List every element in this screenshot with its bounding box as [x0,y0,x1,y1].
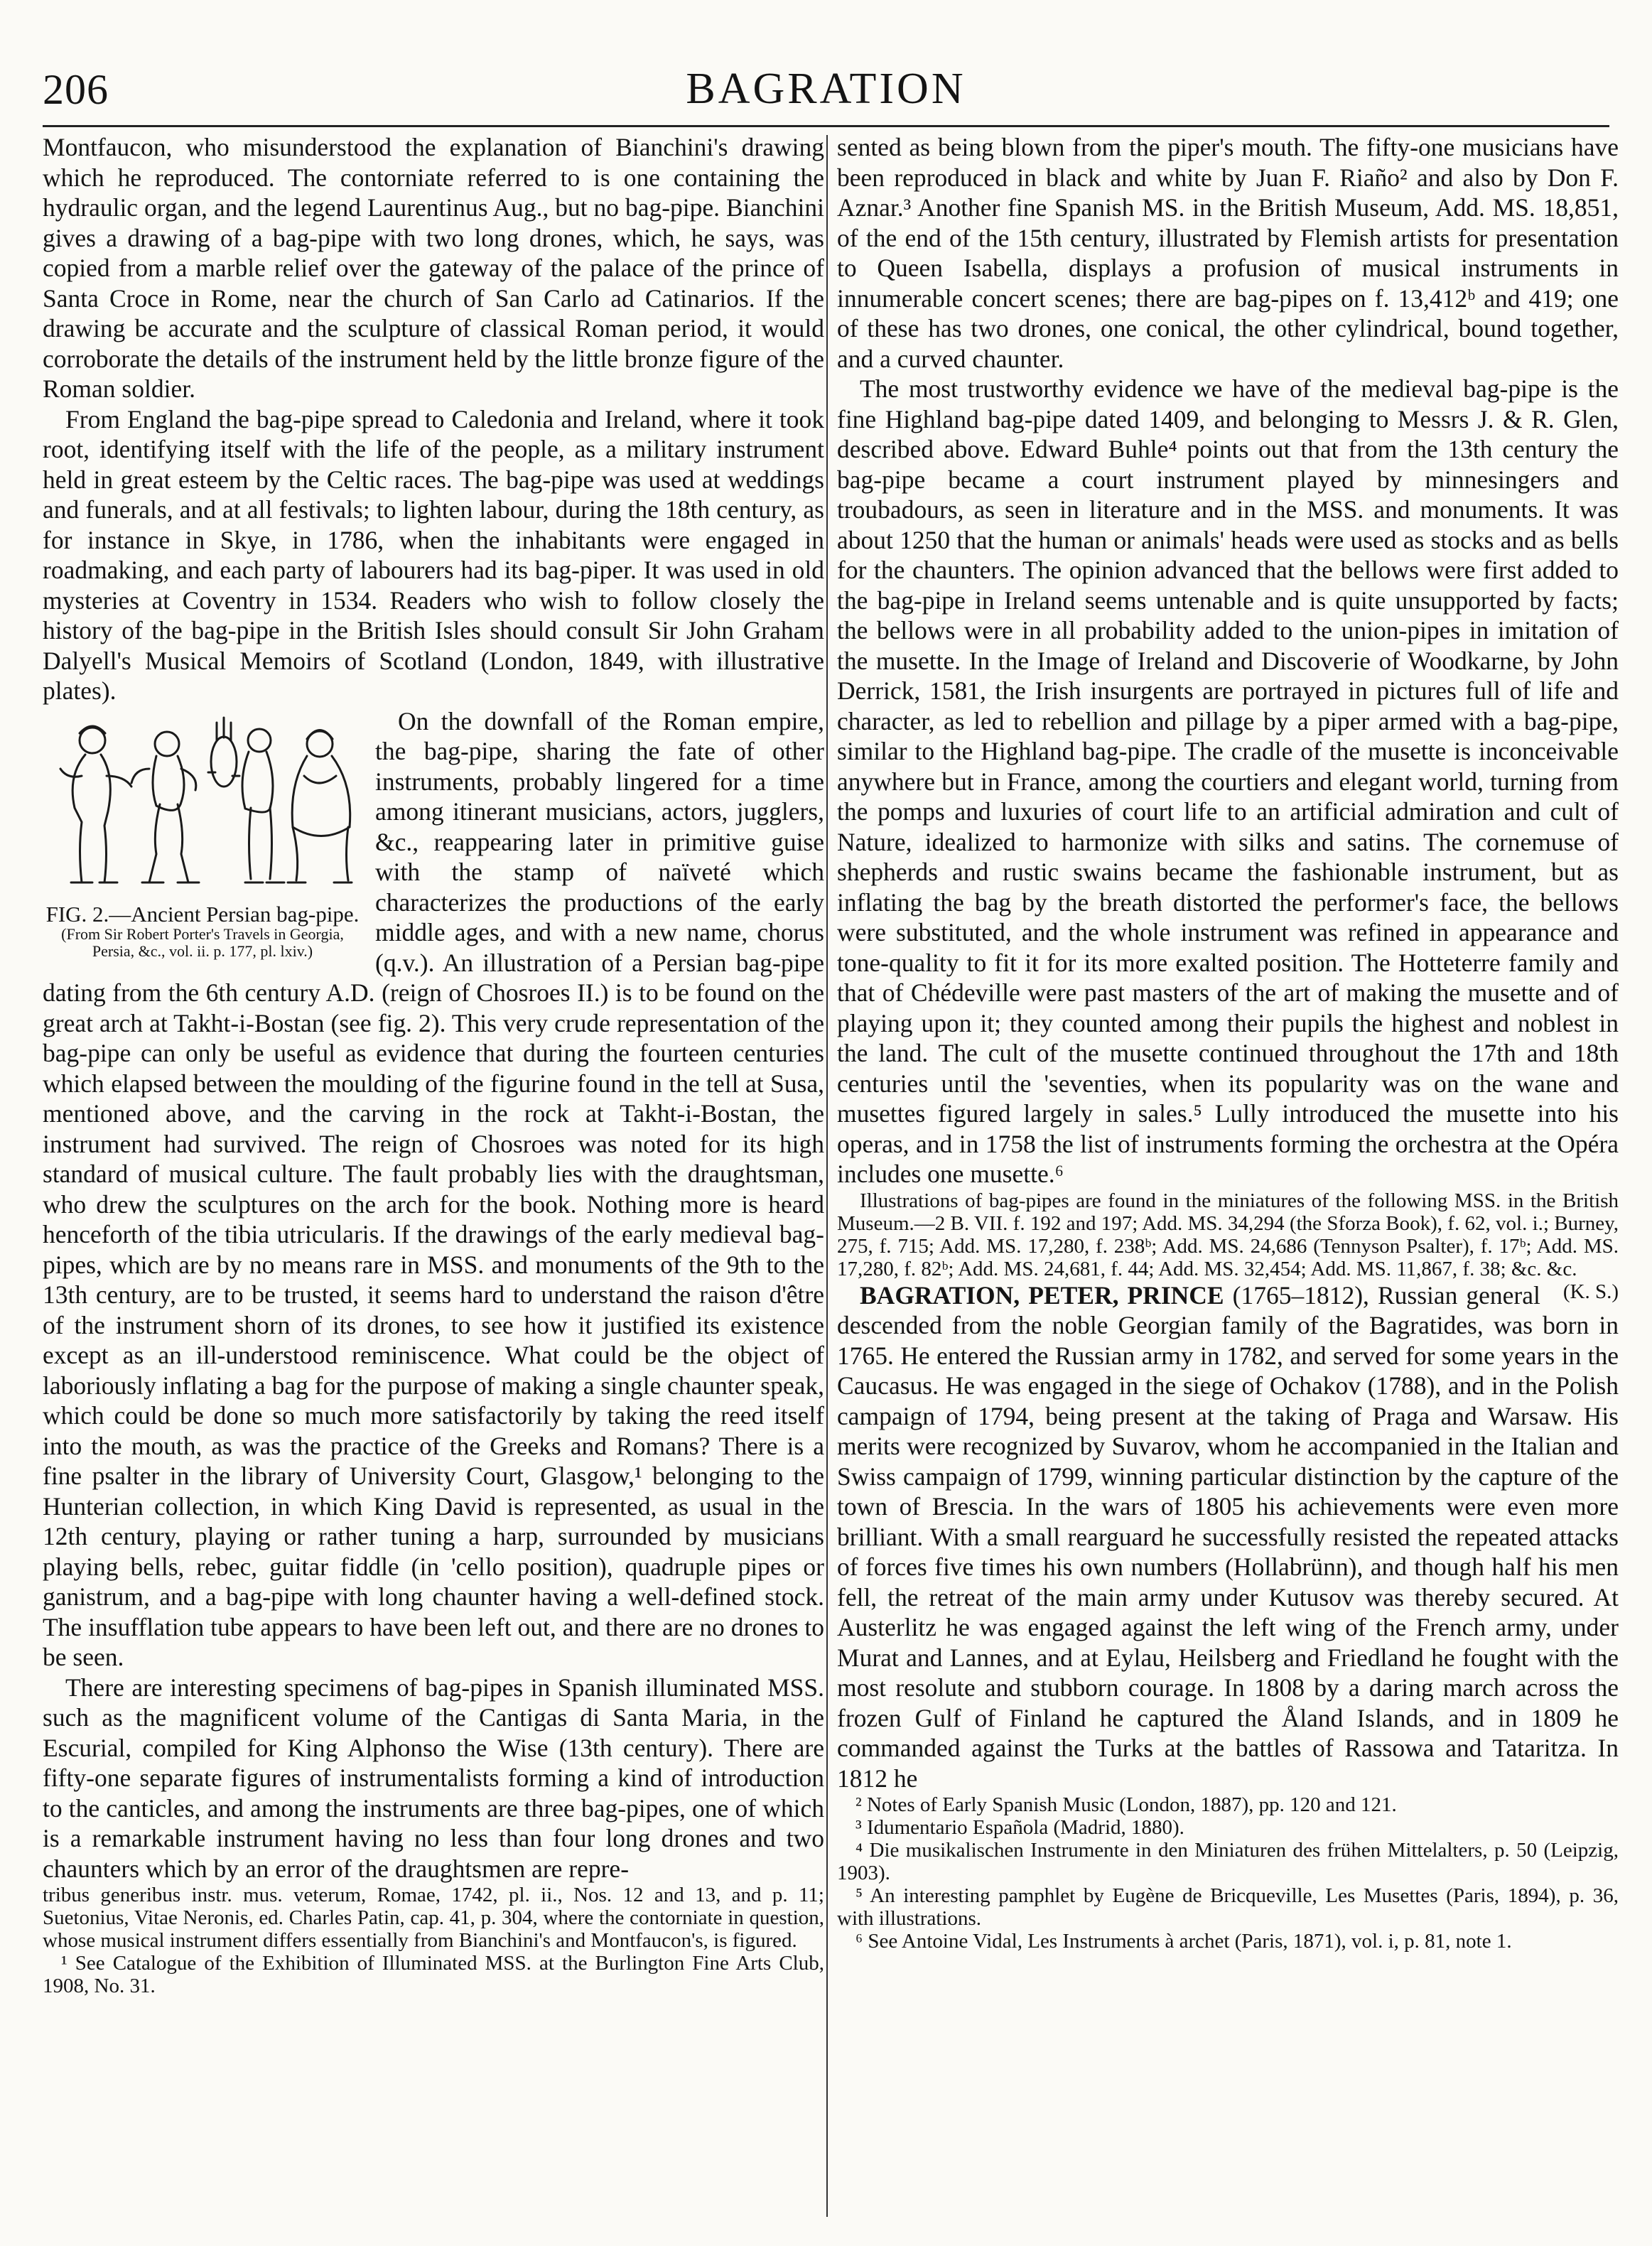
footnote-continuation: tribus generibus instr. mus. veterum, Romae, 1742, pl. ii., Nos. 12 and 13, and p. 11; Suetonius, Vitae Neronis, ed. Charles Patin, cap. 41, p. 304, where the contorniate in question, whose musical instrument differs essentially from Bianchini's and Montfaucon's, is figured. [43,1884,824,1952]
figure-persian-bagpipe [43,712,362,960]
entry-heading: BAGRATION, PETER, PRINCE [860,1280,1224,1310]
figure-caption: FIG. 2.—Ancient Persian bag-pipe. [45,901,360,927]
running-title: BAGRATION [686,65,966,113]
left-paragraph-1: Montfaucon, who misunderstood the explanation of Bianchini's drawing which he reproduced. The contorniate referred to is one containing the hydraulic organ, and the legend Laurentinus Aug., but no bag-pipe. Bianchini gives a drawing of a bag-pipe with two long drones, which, he says, was copied from a marble relief over the gateway of the palace of the prince of Santa Croce in Rome, near the church of San Carlo ad Catinarios. If the drawing be accurate and the sculpture of classical Roman period, it would corroborate the details of the instrument held by the little bronze figure of the Roman soldier. [43,133,824,403]
page-number: 206 [43,66,109,113]
left-column [43,132,824,2221]
footnote-4: ⁴ Die musikalischen Instrumente in den Miniaturen des frühen Mittelalters, p. 50 (Leipzig, 1903). [837,1839,1619,1884]
left-paragraph-4: There are interesting specimens of bag-pipes in Spanish illuminated MSS. such as the magnificent volume of the Cantigas di Santa Maria, in the Escurial, compiled for King Alphonso the Wise (13th century). There are fifty-one separate figures of instrumentalists forming a kind of introduction to the canticles, and among the instruments are three bag-pipes, one of which is a remarkable instrument having no less than four long drones and two chaunters which by an error of the draughtsmen are repre- [43,1673,824,1883]
right-footnotes [837,1793,1619,1953]
footnote-1: ¹ See Catalogue of the Exhibition of Illuminated MSS. at the Burlington Fine Arts Club, 1908, No. 31. [43,1952,824,1997]
right-paragraph-2: The most trustworthy evidence we have of the medieval bag-pipe is the fine Highland bag-pipe dated 1409, and belonging to Messrs J. & R. Glen, described above. Edward Buhle⁴ points out that from the 13th century the bag-pipe became a court instrument played by minnesingers and troubadours, as seen in literature and in the MSS. and monuments. It was about 1250 that the human or animals' heads were used as stocks and as bells for the chaunters. The opinion advanced that the bellows were first added to the bag-pipe in Ireland seems untenable and is quite unsupported by facts; the bellows were in all probability added to the union-pipes in imitation of the musette. In the Image of Ireland and Discoverie of Woodkarne, by John Derrick, 1581, the Irish insurgents are portrayed in pictures full of life and character, as led to rebellion and pillage by a piper armed with a bag-pipe, similar to the Highland bag-pipe. The cradle of the musette is inconceivable anywhere but in France, among the courtiers and elegant world, turning from the pomps and luxuries of court life to an artificial admiration and cult of Nature, idealized to harmonize with silks and satins. The cornemuse of shepherds and rustic swains became the fashionable instrument, but as inflating the bag by the breath distorted the performer's face, the bellows were substituted, and the whole instrument was refined in appearance and tone-quality to fit it for its more exalted position. The Hotteterre family and that of Chédeville were past masters of the art of making the musette and of playing upon it; they counted among their pupils the highest and noblest in the land. The cult of the musette continued throughout the 17th and 18th centuries until the 'seventies, when its popularity was on the wane and musettes figured largely in sales.⁵ Lully introduced the musette into his operas, and in 1758 the list of instruments forming the orchestra at the Opéra includes one musette.⁶ [837,374,1619,1188]
persian-bagpipe-illustration [43,712,355,897]
footnote-2: ² Notes of Early Spanish Music (London, 1887), pp. 120 and 121. [855,1793,1397,1816]
footnote-5: ⁵ An interesting pamphlet by Eugène de Bricqueville, Les Musettes (Paris, 1894), p. 36, with illustrations. [837,1884,1619,1930]
figure-source: (From Sir Robert Porter's Travels in Georgia, Persia, &c., vol. ii. p. 177, pl. lxiv.) [61,924,344,960]
footnote-6: ⁶ See Antoine Vidal, Les Instruments à archet (Paris, 1871), vol. i, p. 81, note 1. [855,1930,1512,1953]
header-rule [43,125,1609,127]
left-paragraph-2: From England the bag-pipe spread to Caledonia and Ireland, where it took root, identifying itself with the life of the people, as a military instrument held in great esteem by the Celtic races. The bag-pipe was used at weddings and funerals, and at all festivals; to lighten labour, during the 18th century, as for instance in Skye, in 1786, when the inhabitants were engaged in roadmaking, and each party of labourers had its bag-piper. It was used in old mysteries at Coventry in 1534. Readers who wish to follow closely the history of the bag-pipe in the British Isles should consult Sir John Graham Dalyell's Musical Memoirs of Scotland (London, 1849, with illustrative plates). [43,404,824,705]
author-initials: (K. S.) [1562,1280,1619,1303]
footnote-3: ³ Idumentario Española (Madrid, 1880). [855,1816,1184,1839]
column-divider [826,135,828,2217]
bibliography-text: Illustrations of bag-pipes are found in the miniatures of the following MSS. in the British Museum.—2 B. VII. f. 192 and 197; Add. MS. 34,294 (the Sforza Book), f. 62, vol. i.; Burney, 275, f. 715; Add. MS. 17,280, f. 238ᵇ; Add. MS. 24,686 (Tennyson Psalter), f. 17ᵇ; Add. MS. 17,280, f. 82ᵇ; Add. MS. 24,681, f. 44; Add. MS. 32,454; Add. MS. 11,867, f. 38; &c. &c. [837,1189,1619,1280]
left-paragraph-3: On the downfall of the Roman empire, the bag-pipe, sharing the fate of other instruments, probably lingered for a time among itinerant musicians, actors, jugglers, &c., reappearing later in primitive guise with the stamp of naïveté which characterizes the productions of the early middle ages, and with a new name, chorus (q.v.). An illustration of a Persian bag-pipe dating from the 6th century A.D. (reign of Chosroes II.) is to be found on the great arch at Takht-i-Bostan (see fig. 2). This very crude representation of the bag-pipe can only be useful as evidence that during the fourteen centuries which elapsed between the moulding of the figurine found in the tell at Susa, mentioned above, and the carving in the rock at Takht-i-Bostan, the instrument had survived. The reign of Chosroes was noted for its high standard of musical culture. The fault probably lies with the draughtsman, who drew the sculptures on the arch for the book. Nothing more is heard henceforth of the tibia utricularis. If the drawings of the early medieval bag-pipes, which are by no means rare in MSS. and monuments of the 9th to the 13th century, are to be trusted, it seems hard to understand the raison d'être of the instrument shorn of its drones, to see how it justified its existence except as an ill-understood reminiscence. What could be the object of laboriously inflating a bag for the purpose of making a single chaunter speak, which could be done so much more satisfactorily by taking the reed itself into the mouth, as was the practice of the Greeks and Romans? There is a fine psalter in the library of University Court, Glasgow,¹ belonging to the Hunterian collection, in which King David is represented, as usual in the 12th century, playing or rather tuning a harp, surrounded by musicians playing bells, rebec, guitar fiddle (in 'cello position), quadruple pipes or ganistrum, and a bag-pipe with long chaunter having a well-defined stock. The insufflation tube appears to have been left out, and there are no drones to be seen. [43,706,824,1671]
right-paragraph-1: sented as being blown from the piper's mouth. The fifty-one musicians have been reproduced in black and white by Juan F. Riaño² and also by Don F. Aznar.³ Another fine Spanish MS. in the British Museum, Add. MS. 18,851, of the end of the 15th century, illustrated by Flemish artists for presentation to Queen Isabella, displays a profusion of musical instruments in innumerable concert scenes; there are bag-pipes on f. 13,412ᵇ and 419; one of these has two drones, one conical, the other cylindrical, bound together, and a curved chaunter. [837,133,1619,373]
left-footnotes [43,1884,824,1997]
bagration-entry [837,1280,1619,1794]
entry-body: (1765–1812), Russian general descended from the noble Georgian family of the Bagratides, was born in 1765. He entered the Russian army in 1782, and served for some years in the Caucasus. He was engaged in the siege of Ochakov (1788), and in the Polish campaign of 1794, being present at the taking of Praga and Warsaw. His merits were recognized by Suvarov, whom he accompanied in the Italian and Swiss campaign of 1799, winning particular distinction by the capture of the town of Brescia. In the wars of 1805 his achievements were even more brilliant. With a small rearguard he successfully resisted the repeated attacks of forces five times his own numbers (Hollabrünn), and though half his men fell, the retreat of the main army under Kutusov was thereby secured. At Austerlitz he was engaged against the left wing of the French army, under Murat and Lannes, and at Eylau, Heilsberg and Friedland he fought with the most resolute and stubborn courage. In 1808 by a daring march across the frozen Gulf of Finland he captured the Åland Islands, and in 1809 he commanded against the Turks at the battles of Rassowa and Tataritza. In 1812 he [837,1280,1619,1793]
right-column [837,132,1619,2221]
